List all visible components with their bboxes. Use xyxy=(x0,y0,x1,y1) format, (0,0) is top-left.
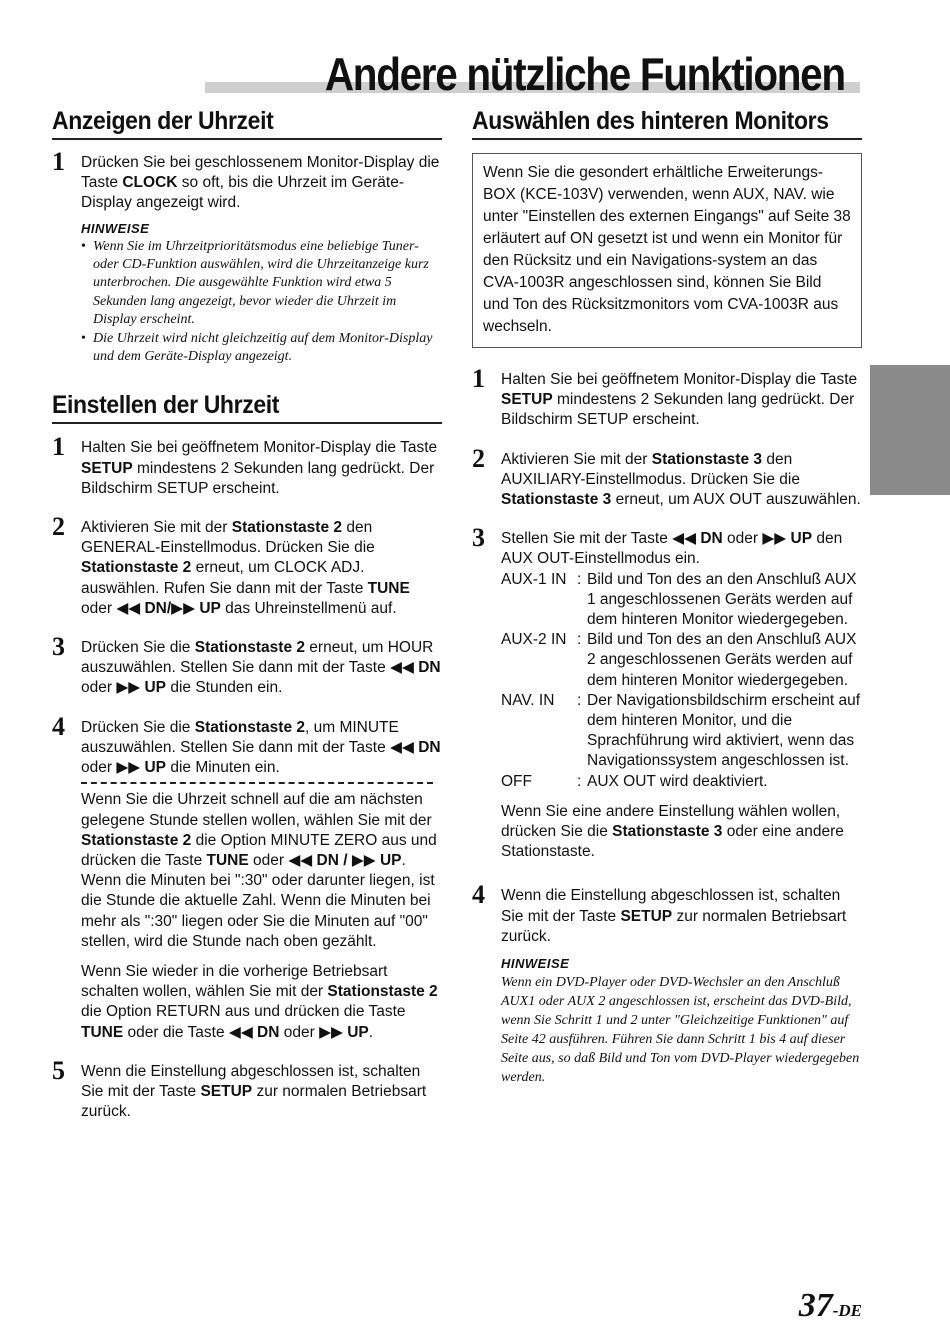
section-heading-rear-monitor: Auswählen des hinteren Monitors xyxy=(472,104,862,140)
page-number: 37-DE xyxy=(798,1287,862,1324)
tip-text: Wenn Sie die Uhrzeit schnell auf die am nächsten gelegene Stunde stellen wollen, wählen Sie mit der Stationstaste 2 die Option MINUTE ZERO aus und drücken die Taste TUNE oder ◀◀ DN / ▶▶ UP. xyxy=(81,791,437,869)
step-number: 3 xyxy=(52,632,65,662)
option-sep: : xyxy=(577,570,582,588)
step-clock-display-1 xyxy=(52,147,442,214)
step-text: Wenn die Einstellung abgeschlossen ist, schalten Sie mit der Taste SETUP zur normalen Betriebsart zurück. xyxy=(501,887,847,945)
option-key: AUX-1 IN xyxy=(501,570,567,588)
tip-text: Wenn Sie wieder in die vorherige Betriebsart schalten wollen, wählen Sie mit der Stationstaste 2 die Option RETURN aus und drücken die Taste TUNE oder die Taste ◀◀ DN oder ▶▶ UP. xyxy=(81,962,438,1041)
info-box: Wenn Sie die gesondert erhältliche Erweiterungs-BOX (KCE-103V) verwenden, wenn AUX, NAV. wie unter "Einstellen des externen Eingangs" auf Seite 38 erläutert auf ON gesetzt ist und wenn ein Monitor für den Rücksitz und ein Navigations-system an das CVA-1003R angeschlossen sind, können Sie Bild und Ton des Rücksitzmonitors vom CVA-1003R aus wechseln. xyxy=(472,153,862,348)
step-rear-monitor-1 xyxy=(472,364,862,431)
step-text: Wenn die Einstellung abgeschlossen ist, schalten Sie mit der Taste SETUP zur normalen Betriebsart zurück. xyxy=(81,1062,427,1121)
note-item: • Die Uhrzeit wird nicht gleichzeitig auf dem Monitor-Display und dem Geräte-Display angezeigt. xyxy=(81,330,442,367)
step-text: Drücken Sie die Stationstaste 2 erneut, um HOUR auszuwählen. Stellen Sie dann mit der Taste ◀◀ DN oder ▶▶ UP die Stunden ein. xyxy=(81,639,441,697)
option-sep: : xyxy=(577,772,582,790)
tip-text: Wenn die Minuten bei ":30" oder darunter liegen, ist die Stunde die aktuelle Zahl. Wenn die Minuten bei mehr als ":30" liegen oder Sie die Minuten auf "00" stellen, wird die Stunde nach oben gezählt. xyxy=(81,872,435,950)
left-column xyxy=(52,104,442,1122)
step-rear-monitor-2 xyxy=(472,443,862,511)
step-text: Halten Sie bei geöffnetem Monitor-Display die Taste SETUP mindestens 2 Sekunden lang gedrückt. Der Bildschirm SETUP erscheint. xyxy=(501,371,858,429)
option-desc: AUX OUT wird deaktiviert. xyxy=(587,772,768,790)
step-set-clock-2 xyxy=(52,512,442,619)
dashed-divider xyxy=(81,782,433,784)
option-row-aux2 xyxy=(501,630,862,691)
step-set-clock-1 xyxy=(52,432,442,499)
right-column xyxy=(472,104,862,1087)
option-key: AUX-2 IN xyxy=(501,631,567,649)
step-rear-monitor-4 xyxy=(472,880,862,947)
step-number: 1 xyxy=(52,432,65,462)
section-heading-clock-display: Anzeigen der Uhrzeit xyxy=(52,104,442,140)
step-set-clock-4 xyxy=(52,711,442,1043)
option-desc: Bild und Ton des an den Anschluß AUX 2 angeschlossenen Geräts werden auf dem hinteren Monitor wiedergegeben. xyxy=(587,631,857,689)
section-heading-set-clock: Einstellen der Uhrzeit xyxy=(52,388,442,424)
step-number: 1 xyxy=(52,147,65,176)
step-number: 3 xyxy=(472,523,485,553)
step-text: Aktivieren Sie mit der Stationstaste 2 den GENERAL-Einstellmodus. Drücken Sie die Stationstaste 2 erneut, um CLOCK ADJ. auswählen. Rufen Sie dann mit der Taste TUNE oder ◀◀ DN/▶▶ UP das Uhreinstellmenü auf. xyxy=(81,519,410,617)
note-item: • Wenn Sie im Uhrzeitprioritätsmodus eine beliebige Tuner- oder CD-Funktion auswählen, wird die Uhrzeitanzeige kurz unterbrochen. Die ausgewählte Funktion wird etwa 5 Sekunden lang angezeigt, bevor wieder die Uhrzeit im Display erscheint. xyxy=(81,238,442,330)
step-text: Drücken Sie bei geschlossenem Monitor-Display die Taste CLOCK so oft, bis die Uhrzeit im Geräte-Display angezeigt wird. xyxy=(81,154,440,212)
option-sep: : xyxy=(577,691,582,709)
step-number: 4 xyxy=(52,711,65,741)
option-row-aux1 xyxy=(501,570,862,631)
option-key: NAV. IN xyxy=(501,691,555,709)
section-side-tab xyxy=(870,365,950,495)
step-set-clock-3 xyxy=(52,632,442,699)
step-text: Halten Sie bei geöffnetem Monitor-Display die Taste SETUP mindestens 2 Sekunden lang gedrückt. Der Bildschirm SETUP erscheint. xyxy=(81,439,438,497)
step-number: 2 xyxy=(472,443,485,473)
page-title: Andere nützliche Funktionen xyxy=(325,48,845,100)
option-row-nav xyxy=(501,691,862,772)
notes-title: HINWEISE xyxy=(501,956,570,972)
step-text: Aktivieren Sie mit der Stationstaste 3 den AUXILIARY-Einstellmodus. Drücken Sie die Stationstaste 3 erneut, um AUX OUT auszuwählen. xyxy=(501,450,861,509)
step-number: 5 xyxy=(52,1055,65,1085)
option-desc: Der Navigationsbildschirm erscheint auf dem hinteren Monitor, und die Sprachführung wird aktiviert, wenn das Navigationssystem angeschlossen ist. xyxy=(587,691,861,770)
notes-list xyxy=(81,238,442,367)
step-number: 2 xyxy=(52,512,65,542)
notes-title: HINWEISE xyxy=(81,220,150,236)
step-rear-monitor-3 xyxy=(472,523,862,862)
option-key: OFF xyxy=(501,772,532,790)
step-number: 4 xyxy=(472,880,485,910)
step-number: 1 xyxy=(472,364,485,393)
option-row-off xyxy=(501,772,862,792)
note-text: Wenn ein DVD-Player oder DVD-Wechsler an den Anschluß AUX1 oder AUX 2 angeschlossen ist, erscheint das DVD-Bild, wenn Sie Schritt 1 und 2 unter "Gleichzeitige Funktionen" auf Seite 42 ausführen. Führen Sie dann Schritt 1 bis 4 auf dieser Seite aus, so daß Bild und Ton vom DVD-Player wiedergegeben werden. xyxy=(501,975,860,1086)
option-desc: Bild und Ton des an den Anschluß AUX 1 angeschlossenen Geräts werden auf dem hinteren Monitor wiedergegeben. xyxy=(587,570,857,629)
option-sep: : xyxy=(577,631,582,649)
step-text: Drücken Sie die Stationstaste 2, um MINUTE auszuwählen. Stellen Sie dann mit der Taste ◀◀ DN oder ▶▶ UP die Minuten ein. xyxy=(81,718,441,777)
step-set-clock-5 xyxy=(52,1055,442,1123)
step-text: Stellen Sie mit der Taste ◀◀ DN oder ▶▶ UP den AUX OUT-Einstellmodus ein. xyxy=(501,530,843,568)
step-text: Wenn Sie eine andere Einstellung wählen wollen, drücken Sie die Stationstaste 3 oder eine andere Stationstaste. xyxy=(501,802,844,861)
